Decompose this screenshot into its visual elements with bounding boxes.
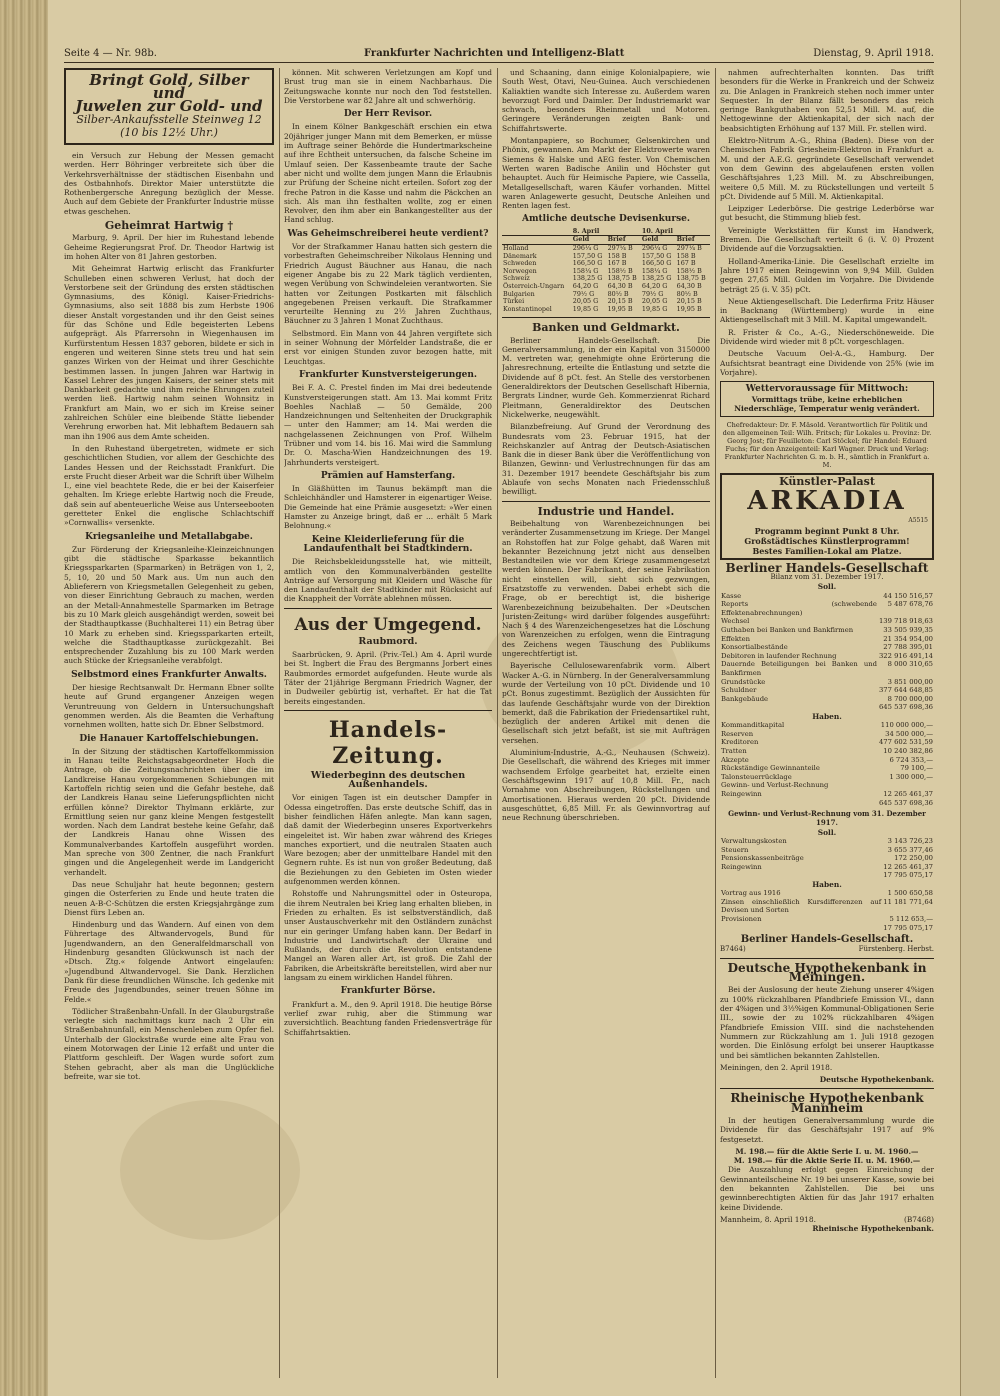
table-header-cell: 10. April [641, 228, 710, 236]
table-cell: 110 000 000,— [880, 721, 933, 730]
article-heading: Frankfurter Kunstversteigerungen. [298, 369, 478, 380]
table-header-cell [502, 228, 572, 236]
table-cell: 377 644 648,85 [878, 686, 933, 695]
column-rule [279, 68, 280, 1378]
table-cell: Tratten [721, 746, 747, 755]
table-row [720, 738, 934, 747]
table-cell: 322 916 491,14 [878, 651, 933, 660]
table-cell: 20,05 G [641, 297, 668, 306]
article-paragraph: nahmen aufrechterhalten konnten. Das trifft besonders für die Werke in Frankreich und der Schweiz zu. Die Anlagen in Frankreich stehen noch immer unter Sequester. In der Bilanz fällt besonders das reich geringe Bankguthaben von 52,51 Mill. M. auf, die Nettogewinne der Aktienkapital, der sich nach der beabsichtigten Erhöhung auf 137 Mill. Fr. stellen wird. [720, 68, 934, 133]
article-heading: Kriegsanleihe und Metallabgabe. [85, 531, 253, 542]
table-cell: 20,05 G [572, 297, 599, 306]
table-cell: Holland [503, 243, 529, 252]
table-cell: Provisionen [721, 915, 762, 924]
table-cell: Zinsen einschließlich Kursdifferenzen auf Devisen und Sorten [721, 897, 882, 915]
article-paragraph: Vor einigen Tagen ist ein deutscher Dampfer in Odessa eingetroffen. Das erste deutsche Schiff, das in bisher feindlichen Häfen anlegte. Man kann sagen, daß damit der Wiederbeginn unseres Exportverkehrs eingeleitet ist. Wir haben zwar während des Krieges manches exportiert, und die neutralen Staaten auch Ware bezogen; aber der unmittelbare Handel mit den Gegnern ruhte. Es ist nun von großer Bedeutung, daß die Beziehungen zu den Gebieten im Osten wieder aufgenommen werden können. [284, 793, 492, 887]
table-heading: Amtliche deutsche Devisenkurse. [521, 214, 691, 225]
article-paragraph: Saarbrücken, 9. April. (Priv.-Tel.) Am 4. April wurde bei St. Ingbert die Frau des Bergmanns Jorbert eines Raubmordes ermordet aufgefunden. Heute wurde als Täter der 21jährige Bergmann Friedrich Wagner, der in Dudweiler gebürtig ist, verhaftet. Er hat die Tat bereits eingestanden. [284, 650, 492, 706]
bhg-haben-table [720, 721, 934, 807]
column-1 [64, 68, 274, 1378]
rhb-title: Rheinische Hypothekenbank Mannheim [730, 1091, 924, 1115]
article-paragraph: Leipziger Lederbörse. Die gestrige Lederbörse war gut besucht, die Stimmung blieb fest. [720, 204, 934, 223]
article-paragraph: Aluminium-Industrie, A.-G., Neuhausen (Schweiz). Die Gesellschaft, die während des Krieges mit immer wachsendem Erfolge gearbeitet hat, erzielte einen Geschäftsgewinn 1917 auf 10,8 Mill. Fr., nach Vornahme von Abschreibungen, Rückstellungen und Amortisationen. Hieraus werden 20 pCt. Dividende ausgeschüttet, 6,85 Mill. Fr. als Gewinnvortrag auf neue Rechnung überschrieben. [502, 748, 710, 823]
rhb-code: (B7468) [903, 1214, 934, 1224]
article-heading: Was Geheimschreiberei heute verdient? [287, 228, 489, 239]
section-title-banken: Banken und Geldmarkt. [532, 321, 680, 335]
article-paragraph: ein Versuch zur Hebung der Messen gemacht werden. Herr Böhringer verbreitete sich über die Verkehrsverhältnisse der städtischen Eisenbahn und des Ostbahnhofs. Direktor Maier unterstützte die Rothenbergersche Anregung bezüglich der Messe. Auch auf dem Gebiete der Frankfurter Industrie müsse etwas geschehen. [64, 151, 274, 216]
table-row [720, 898, 934, 915]
table-cell: Pensionskassenbeiträge [721, 854, 804, 863]
article-heading: Geheimrat Hartwig † [104, 219, 234, 233]
article-paragraph: können. Mit schweren Verletzungen am Kopf und Brust trug man sie in einem Nachbarhaus. Die Zeitungswache konnte nur noch den Tod feststellen. Die Verstorbene war 82 Jahre alt und schwerhörig. [284, 68, 492, 105]
rhb-text2: Die Auszahlung erfolgt gegen Einreichung der Gewinnanteilscheine Nr. 19 bei unserer Kasse, sowie bei den bekannten Zahlstellen. Die bei uns gewinnberechtigten Aktien für das Jahr 1917 erhalten keine Dividende. [720, 1165, 934, 1212]
table-row [720, 915, 934, 924]
table-cell: 3 655 377,46 [887, 845, 933, 854]
table-cell: 138,25 G [641, 274, 672, 283]
table-cell: 296¼ G [572, 243, 599, 252]
section-rule [502, 317, 710, 318]
table-cell: 158½ B [676, 266, 702, 275]
table-cell: 138,75 B [607, 274, 637, 283]
table-cell: Bulgarien [503, 289, 535, 298]
table-cell: 138,25 G [572, 274, 603, 283]
table-row [720, 773, 934, 782]
table-cell: 19,95 B [607, 304, 633, 313]
section-title-umgegend: Aus der Umgegend. [294, 614, 482, 635]
article-paragraph: Mit Geheimrat Hartwig erlischt das Frankfurter Schulleben einen schweren Verlust, hat doch der Verstorbene seit der Gründung des ersten städtischen Gymnasiums, des Königl. Kaiser-Friedrichs-Gymnasiums, also seit 1888 bis zum Herbste 1906 dieser Anstalt vorgestanden und ihr den Geist seines für das Schöne und Edle begeisterten Lebens aufgeprägt. Als Pfarrersohn in Wiegenhausen im Kurfürstentum Hessen 1837 geboren, bildete er sich in engeren und weiteren Sinne stets treu und hat sein ganzes Wirken von der Heimat und ihrer Geschichte bestimmen lassen. In jungen Jahren war Hartwig in Kassel Lehrer des jungen Kaisers, der seiner stets mit Dankbarkeit gedachte und ihm reiche Ehrungen zuteil werden ließ. Hartwig nahm seinen Wohnsitz in Frankfurt am Main, wo er sich im Kreise seiner zahlreichen Schüler eine bleibende Stätte liebender Verehrung erworben hat. Mit lebhaftem Bedauern sah man ihn 1906 aus dem Amte scheiden. [64, 264, 274, 441]
bhg-haben-label: Haben. [812, 711, 842, 721]
table-cell: 158 B [676, 251, 696, 260]
dhb-sign: Deutsche Hypothekenbank. [819, 1075, 934, 1085]
table-cell: Reingewinn [721, 862, 762, 871]
bhg-gv-haben-table [720, 889, 934, 932]
article-heading: Keine Kleiderlieferung für die Landaufenthalt bei Stadtkindern. [303, 534, 473, 554]
table-cell: 3 851 000,00 [887, 677, 933, 686]
ad-line: Bringt Gold, Silber und [89, 71, 249, 102]
table-cell: Grundstücke [721, 677, 766, 686]
table-header-cell: 8. April [572, 228, 641, 236]
table-cell: Reingewinn [721, 789, 762, 798]
table-cell: 166,50 G [572, 259, 603, 268]
arkadia-code: A5515 [908, 517, 928, 525]
column-3 [502, 68, 710, 1378]
header-masthead: Frankfurter Nachrichten und Intelligenz-Blatt [364, 48, 625, 59]
article-paragraph: In der Sitzung der städtischen Kartoffelkommission in Hanau teilte Reichstagsabgeordneter Hoch die Antrage, ob die Zeitungsnachrichten über die im Landkreise Hanau vorgekommenen Schiebungen mit Kartoffeln richtig seien und die Gefahr bestehe, daß der Landkreis Hanau seine Lieferungspflichten nicht erfüllen könne? Direktor Thylmann erklärte, zur Ermittlung seien nur ganz kleine Mengen festgestellt worden. Nach dem Landrat bestehe keine Gefahr, daß der Landkreis Hanau ohne Wissen des Kommunalverbandes Kartoffeln ausgeführt worden. Man spreche von 300 Zentner, die nach Frankfurt gingen und die Angelegenheit werde im Landgericht verhandelt. [64, 746, 274, 877]
arkadia-ad [720, 473, 934, 560]
table-cell: 158¼ G [572, 266, 599, 275]
table-row [720, 889, 934, 898]
article-paragraph: Hindenburg und das Wandern. Auf einen von dem Führertage des Altwandervogels, Bund für Jugendwandern, an den Generalfeldmarschall von Hindenburg gesandten Glückwunsch ist nach der »Dtsch. Ztg.« folgende Antwort eingelaufen: »Jugendbund Altwandervogel. Sie Dank. Herzlichen Dank für diese freundlichen Wünsche. Ich gedenke mit Freude des Jugendbundes, seiner treuen Söhne im Felde.« [64, 920, 274, 1004]
bhg-soll-label: Soll. [817, 582, 837, 592]
article-paragraph: Montanpapiere, so Bochumer, Gelsenkirchen und Phönix, gewannen. Am Markt der Elektrowerte waren Siemens & Halske und AEG fester. Von Chemischen Werten waren Badische Anilin und Höchster gut behauptet. Auch für Heimische Papiere, wie Cassella, Metallgesellschaft, waren Käufer vorhanden. Mittel waren Anlagewerte gesucht, Deutsche Anleihen und Renten lagen fest. [502, 136, 710, 211]
bhg-footer [720, 945, 934, 954]
imprint: Chefredakteur: Dr. F. Mäsold. Verantwortlich für Politik und den allgemeinen Teil: Wilh. Fritsch; für Lokales u. Provinz: Dr. Georg Jost; für Feuilleton: Carl Stöckel; für Handel: Eduard Fuchs; für den Anzeigenteil: Karl Wagner. Druck und Verlag: Frankfurter Nachrichten G. m. b. H., sämtlich in Frankfurt a. M. [722, 421, 932, 470]
table-row [720, 678, 934, 687]
table-row [720, 652, 934, 661]
section-rule [720, 1088, 934, 1089]
article-paragraph: Holland-Amerika-Linie. Die Gesellschaft erzielte im Jahre 1917 einen Reingewinn von 9,94 Mill. Gulden gegen 27,65 Mill. Gulden im Vorjahre. Die Dividende beträgt 25 (i. V. 35) pCt. [720, 256, 934, 294]
weather-text: Vormittags trübe, keine erheblichen Niederschläge, Temperatur wenig verändert. [734, 394, 920, 413]
article-paragraph: Tödlicher Straßenbahn-Unfall. In der Glauburgstraße verlegte sich nachmittags kurz nach 2 Uhr ein Straßenbahnunfall, ein Menschenleben zum Opfer fiel. Unterhalb der Glockstraße wurde eine alte Frau von einem Motorwagen der Linie 12 erfaßt und unter die Plattform geschleift. Der Wagen wurde sofort zum Stehen gebracht, aber als man die Unglückliche befreite, war sie tot. [64, 1006, 274, 1081]
table-cell: Reserven [721, 729, 754, 738]
table-row [720, 660, 934, 677]
table-row [720, 756, 934, 765]
rhb-footer [720, 1215, 934, 1224]
table-cell [861, 781, 934, 790]
table-cell: Bankgebäude [721, 694, 769, 703]
table-row [720, 871, 934, 880]
table-cell: Effekten [721, 634, 751, 643]
rhb-date: Mannheim, 8. April 1918. [720, 1214, 816, 1224]
table-cell: Schweden [503, 259, 537, 268]
table-cell: Norwegen [503, 266, 537, 275]
bhg-footer-sign: Fürstenberg. Herbst. [858, 944, 934, 953]
table-cell: Akzepte [721, 755, 749, 764]
table-cell: 6 724 353,— [889, 755, 933, 764]
section-title-handelszeitung: Handels-Zeitung. [328, 716, 448, 769]
article-heading: Frankfurter Börse. [340, 986, 436, 997]
weather-title: Wettervoraussage für Mittwoch: [745, 384, 909, 395]
table-row [720, 721, 934, 730]
table-cell [720, 924, 882, 933]
arkadia-top: Künstler-Palast [779, 475, 875, 489]
table-header-cell: Geld [641, 236, 676, 245]
article-subheading: Raubmord. [358, 635, 418, 647]
table-cell: 21 354 954,00 [883, 634, 933, 643]
table-header-cell: Brief [676, 236, 710, 245]
table-cell: Reports (schwebende Effektenabrechnungen) [721, 600, 877, 617]
table-cell: 296¼ G [641, 243, 668, 252]
table-cell: 8 700 000,00 [887, 694, 933, 703]
header-page-number: Seite 4 — Nr. 98b. [64, 48, 157, 59]
table-cell: Schuldner [721, 686, 757, 695]
table-row [720, 863, 934, 872]
article-subheading: Wiederbeginn des deutschen Außenhandels. [310, 769, 466, 791]
article-heading: Der Herr Revisor. [343, 109, 433, 120]
arkadia-line: Bestes Familien-Lokal am Platze. [752, 545, 902, 556]
page-stack-edge [0, 0, 48, 1396]
table-cell: 80½ B [676, 289, 698, 298]
table-cell: 17 795 075,17 [883, 871, 933, 880]
table-cell: 158½ B [607, 266, 633, 275]
table-cell: 44 150 516,57 [883, 591, 933, 600]
table-cell: 8 000 310,65 [887, 660, 933, 669]
bhg-balance [720, 560, 934, 954]
article-paragraph: Die Reichsbekleidungsstelle hat, wie mitteilt, amtlich von den Kommunalverbänden gestellte Anträge auf Versorgung mit Kleidern und Wäsche für den Landaufenthalt der Stadtkinder mit Rücksicht auf die Knappheit der Vorräte ablehnen müssen. [284, 557, 492, 604]
bhg-gv-haben-label: Haben. [812, 879, 842, 889]
table-cell: 64,30 B [607, 281, 633, 290]
table-cell: 80½ B [607, 289, 629, 298]
section-rule [284, 608, 492, 609]
table-row [720, 837, 934, 846]
bhg-gv-soll-label: Soll. [817, 827, 837, 837]
table-header-cell: Geld [572, 236, 607, 245]
rhb-text: In der heutigen Generalversammlung wurde die Dividende für das Geschäftsjahr 1917 auf 9% festgesetzt. [720, 1116, 934, 1144]
table-cell: 297¼ B [607, 243, 633, 252]
table-cell [720, 703, 878, 712]
table-cell: Guthaben bei Banken und Bankfirmen [721, 625, 854, 634]
article-paragraph: Der hiesige Rechtsanwalt Dr. Hermann Ebner sollte heute auf Grund ergangener Anzeigen wegen Veruntreuung von Geldern in Untersuchungshaft genommen werden. Als die Beamten die Verhaftung vornehmen wollten, hatte sich Dr. Ebner Selbstmord. [64, 683, 274, 730]
table-cell: 167 B [607, 259, 627, 268]
page-header [64, 46, 934, 63]
column-2 [284, 68, 492, 1378]
table-row [720, 799, 934, 808]
article-heading: Selbstmord eines Frankfurter Anwalts. [71, 669, 267, 680]
rhb-line: M. 198.— für die Aktie Serie II. u. M. 1960.— [733, 1156, 921, 1166]
table-cell: 5 487 678,76 [887, 600, 933, 609]
article-paragraph: Selbstmord. Ein Mann von 44 Jahren vergiftete sich in seiner Wohnung der Mörfelder Landstraße, die er erst vor einigen Stunden zuvor bezogen hatte, mit Leuchtgas. [284, 328, 492, 366]
table-row [720, 854, 934, 863]
table-cell: Türkei [503, 297, 525, 306]
table-cell: 477 602 531,59 [878, 738, 933, 747]
table-cell: Steuern [721, 845, 749, 854]
article-paragraph: Marburg, 9. April. Der hier im Ruhestand lebende Geheime Regierungsrat Prof. Dr. Theodor Hartwig ist im hohen Alter von 81 Jahren gestorben. [64, 233, 274, 261]
article-paragraph: und Schaaning, dann einige Kolonialpapiere, wie South West, Otavi, Neu-Guinea. Auch verschiedenen Kaliaktien wandte sich Interesse zu. Außerdem waren bevorzugt Ford und Daimler. Der Industriemarkt war schwach, besonders Rheinmetall und Motoren. Geringere Veränderungen zeigten Bank- und Schiffahrtswerte. [502, 68, 710, 133]
dhb-date: Meiningen, den 2. April 1918. [720, 1062, 833, 1072]
table-row [720, 600, 934, 617]
table-cell: 1 300 000,— [889, 772, 933, 781]
article-paragraph: R. Frister & Co., A.-G., Niederschöneweide. Die Dividende wird wieder mit 8 pCt. vorgeschlagen. [720, 327, 934, 347]
ad-line: (10 bis 12½ Uhr.) [120, 126, 218, 139]
table-row [720, 617, 934, 626]
table-cell: Rückständige Gewinnanteile [721, 764, 820, 773]
article-paragraph: Berliner Handels-Gesellschaft. Die Generalversammlung, in der ein Kapital von 3150000 M. vertreten war, genehmigte ohne Erörterung die Jahresrechnung, erteilte die Entlastung und setzte die Dividende auf 8 pCt. fest. An Stelle des verstorbenen Generaldirektors der Deutschen Gesellschaft Hibernia, Bergrats Lindner, wurde Geh. Kommerzienrat Richard Pleitmann, Generaldirektor des Deutschen Nickelwerke, neugewählt. [502, 335, 710, 419]
table-row [720, 747, 934, 756]
table-row [720, 626, 934, 635]
rhb-line: M. 198.— für die Aktie Serie I. u. M. 1960.— [735, 1146, 919, 1156]
table-cell: 20,15 B [607, 297, 633, 306]
table-cell: 34 500 000,— [885, 729, 933, 738]
table-row [720, 730, 934, 739]
table-cell: 12 265 461,37 [883, 789, 933, 798]
table-cell: Vortrag aus 1916 [721, 889, 781, 898]
article-paragraph: Deutsche Vacuum Oel-A.-G., Hamburg. Der Aufsichtsrat beantragt eine Dividende von 25% (wie im Vorjahre). [720, 349, 934, 377]
table-cell: 19,85 G [572, 304, 599, 313]
devisen-table [502, 228, 710, 314]
dhb-title: Deutsche Hypothekenbank in Meiningen. [727, 960, 927, 985]
article-paragraph: Vor der Strafkammer Hanau hatten sich gestern die vorbestraften Geheimschreiber Nikolaus Henning und Friedrich August Bäuchner aus Hanau, die nach eigener Angabe bis zu 22 Mark täglich verdienten, wegen Verübung von Schwindeleien verantworten. Sie hatten vor Zeitungen Postkarten mit fälschlich angegebenen Preisen verkauft. Die Strafkammer verurteilte Henning zu 2½ Jahren Zuchthaus, Bäuchner zu 3 Jahren 1 Monat Zuchthaus. [284, 242, 492, 326]
table-cell: 20,15 B [676, 297, 702, 306]
table-row [502, 306, 710, 314]
table-cell: Gewinn- und Verlust-Rechnung [721, 781, 829, 790]
table-cell: 167 B [676, 259, 696, 268]
table-cell [720, 799, 861, 808]
column-rule [497, 68, 498, 1378]
article-paragraph: Neue Aktiengesellschaft. Die Lederfirma Fritz Häuser in Backnang (Württemberg) wurde in eine Aktiengesellschaft mit 3 Mill. M. Kapital umgewandelt. [720, 296, 934, 325]
rhb-notice [720, 1091, 934, 1234]
table-cell: Verwaltungskosten [721, 837, 787, 846]
bhg-subtitle: Bilanz vom 31. Dezember 1917. [770, 572, 884, 581]
header-date: Dienstag, 9. April 1918. [813, 48, 934, 59]
table-cell: 166,50 G [641, 259, 672, 268]
bhg-soll-table [720, 592, 934, 712]
table-row [720, 686, 934, 695]
table-cell: 645 537 698,36 [878, 703, 933, 712]
table-cell: Kreditoren [721, 738, 759, 747]
article-paragraph: Zur Förderung der Kriegsanleihe-Kleinzeichnungen gibt die städtische Sparkasse bekanntlich Kriegssparkarten (Sparmarken) in Beträgen von 1, 2, 5, 10, 20 und 50 Mark aus. Um nun auch den Ablieferern von Kriegsmetallen Gelegenheit zu geben, von dieser Einrichtung Gebrauch zu machen, werden an der Metall-Annahmestelle Sparmarken im Betrage bis zu 10 Mark gleich ausgehändigt werden, soweit bei der Stadthauptkasse (Buchhalterei 11) ein Betrag über 10 Mark zu erheben sind. Kriegssparkarten erteilt, welche die Stadthauptkasse zurückgezahlt. Bei entsprechender Zuzahlung bis zu 100 Mark werden auch Stücke der Kriegsanleihe verabfolgt. [64, 544, 274, 666]
section-rule [502, 501, 710, 502]
table-cell: Dauernde Beteiligungen bei Banken und Bankfirmen [721, 660, 877, 677]
article-paragraph: Bayerische Cellulosewarenfabrik vorm. Albert Wacker A.-G. in Nürnberg. In der Generalversammlung wurde der Verteilung von 10 pCt. Dividende und 10 pCt. Bonus zugestimmt. Bezüglich der Aussichten für das laufende Geschäftsjahr wurde von der Direktion bemerkt, daß die Fabrikation der Friedensartikel ruht, bezüglich der anderen Artikel mit denen die Gesellschaft sich jetzt befaßt, ist sie mit Aufträgen versehen. [502, 661, 710, 745]
table-row [720, 846, 934, 855]
section-rule [720, 958, 934, 959]
table-cell: 12 265 461,37 [883, 862, 933, 871]
table-cell [720, 871, 853, 880]
table-cell: 5 112 653,— [889, 915, 933, 924]
table-cell: 17 795 075,17 [883, 923, 933, 932]
table-row [720, 781, 934, 790]
table-cell: Konsortialbestände [721, 643, 788, 652]
table-cell: 11 181 771,64 [883, 897, 933, 906]
table-row [720, 703, 934, 712]
table-row [720, 695, 934, 704]
dhb-text: Bei der Auslosung der heute Ziehung unserer 4%igen zu 100% rückzahlbaren Pfandbriefe Emission VI., dann der 4%igen und 3½%igen Kommunal-Obligationen Serie III., sowie der zu 102% rückzahlbaren 4%igen Pfandbriefe Emission VIII. sind die nachstehenden Nummern zur Rückzahlung am 1. Juli 1918 gezogen worden. Die Einlösung erfolgt bei unserer Hauptkasse und bei sämtlichen bekannten Zahlstellen. [720, 985, 934, 1060]
table-cell: 645 537 698,36 [878, 798, 933, 807]
table-cell: 1 500 650,58 [887, 889, 933, 898]
article-heading: Prämien auf Hamsterfang. [320, 470, 456, 481]
article-paragraph: Rohstoffe und Nahrungsmittel oder in Osteuropa, die ihrem Neutralen bei Krieg lang erhalten blieben, in Frieden zu erhalten. Es ist selbstverständlich, daß unser Austauschverkehr mit den Ostländern zunächst nur ein geringer Umfang haben kann. Der Bedarf in Industrie und Landwirtschaft der Ukraine und Rußlands, der durch die Revolution entstandene Mangel an Waren aller Art, ist groß. Die Zahl der Fabriken, die Arbeitskräfte bereitstellen, wird aber nur langsam zu einem wirklichen Handel führen. [284, 889, 492, 983]
table-cell: Kasse [721, 591, 742, 600]
ad-line: Juwelen zur Gold- und [75, 97, 263, 115]
arkadia-name: ARKADIA [747, 486, 907, 517]
gold-ad [64, 68, 274, 145]
table-cell: Talonsteuerrücklage [721, 772, 792, 781]
table-row [720, 635, 934, 644]
table-header-cell: Brief [607, 236, 641, 245]
dhb-notice [720, 960, 934, 1085]
rhb-sign: Rheinische Hypothekenbank. [812, 1224, 934, 1234]
column-rule [715, 68, 716, 1378]
table-cell: 138,75 B [676, 274, 706, 283]
bhg-title: Berliner Handels-Gesellschaft [725, 560, 929, 575]
article-heading: Die Hanauer Kartoffelschiebungen. [79, 733, 259, 744]
table-cell: 139 718 918,63 [878, 617, 933, 626]
table-cell: 64,20 G [572, 281, 599, 290]
table-row [720, 924, 934, 933]
article-paragraph: Beibehaltung von Warenbezeichnungen bei veränderter Zusammensetzung im Kriege. Der Mangel an Rohstoffen hat zur Folge gehabt, daß Waren mit bekannter Bezeichnung jetzt nicht aus denselben Bestandteilen wie vor dem Kriege zusammengesetzt werden können. Der Fabrikant, der seine Fabrikation nicht einstellen will, sieht sich gezwungen, Ersatzstoffe zu verwenden. Dabei erhebt sich die Frage, ob er berechtigt ist, die bisherige Warenbezeichnung beizubehalten. Der »Deutschen Juristen-Zeitung« wird darüber folgendes ausgeführt: Nach § 4 des Warenzeichengesetzes hat die Löschung von Warenzeichen zu erfolgen, wenn die Eintragung des Zeichens wegen Täuschung des Publikums ungerechtfertigt ist. [502, 518, 710, 659]
table-cell: 172 250,00 [894, 854, 933, 863]
table-cell: Österreich-Ungarn [503, 281, 565, 290]
table-cell: 158¼ G [641, 266, 668, 275]
table-cell: 157,50 G [641, 251, 672, 260]
table-cell: 79½ G [572, 289, 595, 298]
section-title-industrie: Industrie und Handel. [537, 504, 675, 518]
article-paragraph: In Gläßhütten im Taunus bekämpft man die Schleichhändler und Hamsterer in eigenartiger Weise. Die Gemeinde hat eine Prämie ausgesetzt: »Wer einen Hamster zu Anzeige bringt, daß er ... erhält 5 Mark Belohnung.« [284, 484, 492, 531]
table-cell: 27 788 395,01 [883, 643, 933, 652]
table-cell: Schweiz [503, 274, 530, 283]
table-cell: 79 100,— [900, 764, 933, 773]
arkadia-line: Großstädtisches Künstlerprogramm! [744, 535, 910, 546]
column-4 [720, 68, 934, 1378]
table-cell: 19,95 B [676, 304, 702, 313]
table-cell: 33 505 939,35 [883, 625, 933, 634]
article-paragraph: In einem Kölner Bankgeschäft erschien ein etwa 20jähriger junger Mann mit dem Bemerken, er müsse im Auftrage seiner Behörde die Hundertmarkscheine auf ihre Echtheit untersuchen, da falsche Scheine im Umlauf seien. Der Kassenbeamte traute der Sache aber nicht und wollte dem jungen Mann die Erlaubnis zur Prüfung der Scheine nicht erteilen. Sofort zog der freche Patron in die Kasse und nahm die Päckchen an sich. Als man ihn festhalten wollte, zog er einen Revolver, den ihm aber ein Bankangestellter aus der Hand schlug. [284, 122, 492, 225]
table-cell: 297¼ B [676, 243, 702, 252]
table-row [720, 592, 934, 601]
arkadia-line: Programm beginnt Punkt 8 Uhr. [754, 525, 900, 536]
article-paragraph: Vereinigte Werkstätten für Kunst im Handwerk, Bremen. Die Gesellschaft verteilt 6 (i. V. 0) Prozent Dividende auf die Vorzugsaktien. [720, 225, 934, 254]
article-paragraph: Elektro-Nitrum A.-G., Rhina (Baden). Diese von der Chemischen Fabrik Griesheim-Elektron in Frankfurt a. M. und der A.E.G. gegründete Gesellschaft verwendet von dem Gewinn des abgelaufenen ersten vollen Geschäftsjahres 1,23 Mill. M. zu Abschreibungen, weitere 0,5 Mill. M. zu Rückstellungen und verteilt 5 pCt. Dividende auf 5 Mill. M. Aktienkapital. [720, 136, 934, 201]
table-cell: 64,30 B [676, 281, 702, 290]
article-paragraph: Bei F. A. C. Prestel finden im Mai drei bedeutende Kunstversteigerungen statt. Am 13. Mai kommt Fritz Boehles Nachlaß — 50 Gemälde, 200 Handzeichnungen und Seltenheiten der Druckgraphik — unter den Hammer; am 14. Mai werden die nachgelassenen Zeichnungen von Prof. Wilhelm Trübner und vom 14. bis 16. Mai wird die Sammlung Dr. O. Mascha-Wien Handzeichnungen des 19. Jahrhunderts versteigert. [284, 383, 492, 467]
article-paragraph: In den Ruhestand übergetreten, widmete er sich geschichtlichen Studien, vor allem der Geschichte des Landes Hessen und der Reichsstadt Frankfurt. Die erste Frucht dieser Arbeit war die Schrift über Wilhelm I., eine viel beachtete Rede, die er bei der Kaiserfeier gehalten. Im Kriege erlebte Hartwig noch die Freude, daß sein auf abenteuerliche Weise aus Unterseebooten geretteter Enkel die englische Schlachtschiff »Cornwallis« versenkte. [64, 443, 274, 528]
article-paragraph: Frankfurt a. M., den 9. April 1918. Die heutige Börse verlief zwar ruhig, aber die Stimmung war zuversichtlich. Beachtung fanden Friedensverträge für Schiffahrtsaktien. [284, 999, 492, 1037]
section-rule [284, 710, 492, 711]
table-cell: 79½ G [641, 289, 664, 298]
weather-box [720, 381, 934, 417]
table-cell: 157,50 G [572, 251, 603, 260]
table-cell: 158 B [607, 251, 627, 260]
table-row [720, 764, 934, 773]
next-page-edge [960, 0, 1000, 1396]
article-paragraph: Bilanzbefreiung. Auf Grund der Verordnung des Bundesrats vom 23. Februar 1915, hat der Reichskanzler auf Antrag der Deutsch-Asiatischen Bank die in dieser Bank über die Veröffentlichung von Bilanzen, Gewinn- und Verlustrechnungen für das am 31. Dezember 1917 beendete Geschäftsjahr bis zum Ablaufe von sechs Monaten nach Friedensschluß bewilligt. [502, 422, 710, 497]
bhg-footer-name: Berliner Handels-Gesellschaft. [740, 934, 914, 946]
table-row [720, 790, 934, 799]
table-cell: 3 143 726,23 [887, 837, 933, 846]
bhg-gv-title: Gewinn- und Verlust-Rechnung vom 31. Dezember 1917. [728, 809, 926, 828]
table-cell: Konstantinopel [503, 304, 552, 313]
ad-line: Silber-Ankaufsstelle Steinweg 12 [76, 113, 262, 126]
bhg-gv-soll-table [720, 837, 934, 880]
bhg-footer-code: B7464) [720, 944, 746, 953]
table-cell: Kommanditkapital [721, 721, 785, 730]
table-cell: Wechsel [721, 617, 750, 626]
table-row [720, 643, 934, 652]
table-cell: Dänemark [503, 251, 537, 260]
table-cell: 19,85 G [641, 304, 668, 313]
table-cell: 10 240 382,86 [883, 746, 933, 755]
article-paragraph: Das neue Schuljahr hat heute begonnen; gestern gingen die Osterferien zu Ende und heute traten die neuen A-B-C-Schützen die ersten Kriegsjahrgänge zum Dienst fürs Leben an. [64, 879, 274, 917]
table-cell: Debitoren in laufender Rechnung [721, 651, 837, 660]
table-cell: 64,20 G [641, 281, 668, 290]
